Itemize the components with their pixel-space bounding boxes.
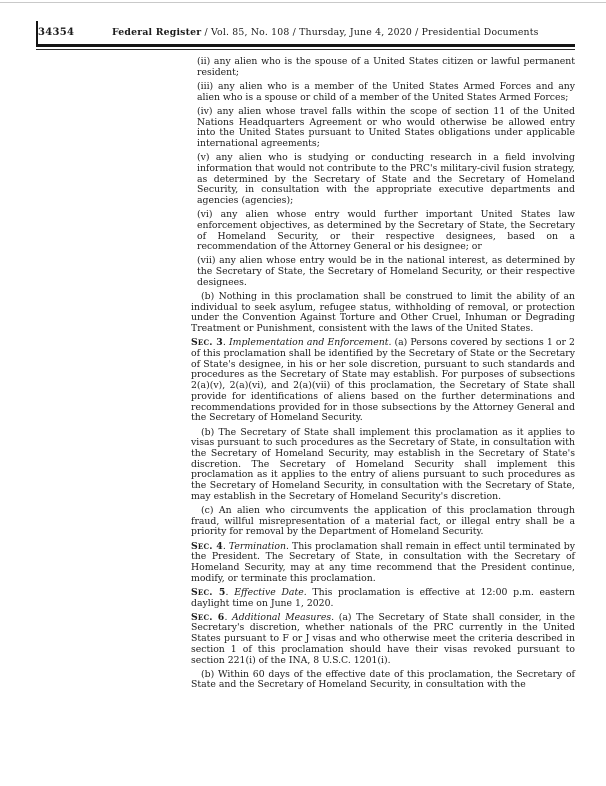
text-run: This proclamation shall remain in effect until terminated by the President. The Secretary of State, in consultation with the Secretary of Homeland Security, may at any time recommend that the President continue, modify, or terminate this proclamation. — [191, 540, 575, 584]
text-run: . — [222, 337, 229, 349]
section-paragraph — [191, 613, 575, 667]
text-run: Termination. — [228, 540, 289, 552]
citation-details: / Vol. 85, No. 108 / Thursday, June 4, 2020 / Presidential Documents — [201, 27, 539, 38]
running-header — [38, 27, 575, 38]
text-run: (vii) any alien whose entry would be in the national interest, as determined by the Secretary of State, the Secretary of Homeland Security, or their respective designees. — [197, 255, 575, 288]
paragraph — [191, 670, 575, 691]
text-run: (vi) any alien whose entry would further important United States law enforcement objectives, as determined by the Secretary of State, the Secretary of Homeland Security, or their respective designees, based on a recommendation of the Attorney General or his designee; or — [197, 209, 575, 253]
text-run: Sec. 4 — [191, 540, 223, 552]
text-run: (b) Nothing in this proclamation shall be construed to limit the ability of an individual to seek asylum, refugee status, withholding of removal, or protection under the Convention Against Torture and Other Cruel, Inhuman or Degrading Treatment or Punishment, consistent with the laws of the United States. — [191, 291, 575, 335]
section-paragraph — [191, 542, 575, 585]
text-run: (v) any alien who is studying or conducting research in a field involving information that would not contribute to the PRC's military-civil fusion strategy, as determined by the Secretary of State and the Secretary of Homeland Security, in consultation with the appropriate executive departments and agencies (agencies); — [197, 152, 575, 206]
text-run: . — [225, 586, 235, 598]
paragraph — [197, 256, 575, 288]
text-run: (a) Persons covered by sections 1 or 2 of this proclamation shall be identified by the Secretary of State or the Secretary of State's designee, in his or her sole discretion, pursuant to such standards and procedures as the Secretary of State may establish. For purposes of subsections 2(a)(v), 2(a)(vi), and 2(a)(vii) of this proclamation, the Secretary of State shall provide for identifications of aliens based on the further determinations and recommendations provided for in those subsections by the Attorney General and the Secretary of Homeland Security. — [191, 337, 575, 424]
paragraph — [197, 57, 575, 78]
text-run: . — [222, 540, 229, 552]
text-run: (b) Within 60 days of the effective date of this proclamation, the Secretary of State and the Secretary of Homeland Security, in consultation with the — [191, 668, 575, 691]
header-citation — [112, 27, 539, 38]
paragraph — [197, 82, 575, 103]
text-run: Additional Measures. — [232, 611, 335, 623]
header-rule-thick — [36, 44, 575, 47]
text-run: Sec. 5 — [191, 586, 226, 598]
header-rule-thin — [36, 49, 575, 50]
paragraph — [197, 153, 575, 207]
paragraph — [197, 210, 575, 253]
section-paragraph — [191, 588, 575, 609]
text-run: (a) The Secretary of State shall consider, in the Secretary's discretion, whether nationals of the PRC currently in the United States pursuant to F or J visas and who otherwise meet the criteria described in section 1 of this proclamation should have their visas revoked pursuant to section 221(i) of the INA, 8 U.S.C. 1201(i). — [191, 611, 575, 666]
publication-name: Federal Register — [112, 27, 202, 38]
text-run: This proclamation is effective at 12:00 p.m. eastern daylight time on June 1, 2020. — [191, 586, 576, 609]
text-run: (b) The Secretary of State shall implement this proclamation as it applies to visas pursuant to such procedures as the Secretary of State, in consultation with the Secretary of Homeland Security, may establish in the Secretary of State's discretion. The Secretary of Homeland Security shall implement this proclamation as it applies to the entry of aliens pursuant to such procedures as the Secretary of Homeland Security, in consultation with the Secretary of State, may establish in the Secretary of Homeland Security's discretion. — [191, 426, 575, 502]
text-run: (iii) any alien who is a member of the United States Armed Forces and any alien who is a spouse or child of a member of the United States Armed Forces; — [197, 80, 575, 103]
document-body-column — [191, 57, 575, 695]
header-left-tick-rule — [36, 21, 38, 44]
text-run: (iv) any alien whose travel falls within the scope of section 11 of the United Nations Headquarters Agreement or who would otherwise be allowed entry into the United States pursuant to United States obligations under applicable international agreements; — [197, 105, 575, 149]
page-top-edge-line — [0, 2, 606, 3]
text-run: Effective Date. — [234, 586, 307, 598]
text-run: (c) An alien who circumvents the application of this proclamation through fraud, willful misrepresentation of a material fact, or illegal entry shall be a priority for removal by the Department of Homeland Security. — [191, 504, 575, 538]
text-run: (ii) any alien who is the spouse of a United States citizen or lawful permanent resident; — [197, 56, 575, 78]
paragraph — [191, 292, 575, 335]
paragraph — [191, 506, 575, 538]
section-paragraph — [191, 338, 575, 424]
paragraph — [197, 107, 575, 150]
text-run: Implementation and Enforcement. — [228, 337, 392, 349]
text-run: . — [224, 611, 233, 623]
text-run: Sec. 3 — [191, 337, 223, 349]
page-number: 34354 — [38, 27, 75, 38]
paragraph — [191, 428, 575, 503]
text-run: Sec. 6 — [191, 611, 225, 623]
